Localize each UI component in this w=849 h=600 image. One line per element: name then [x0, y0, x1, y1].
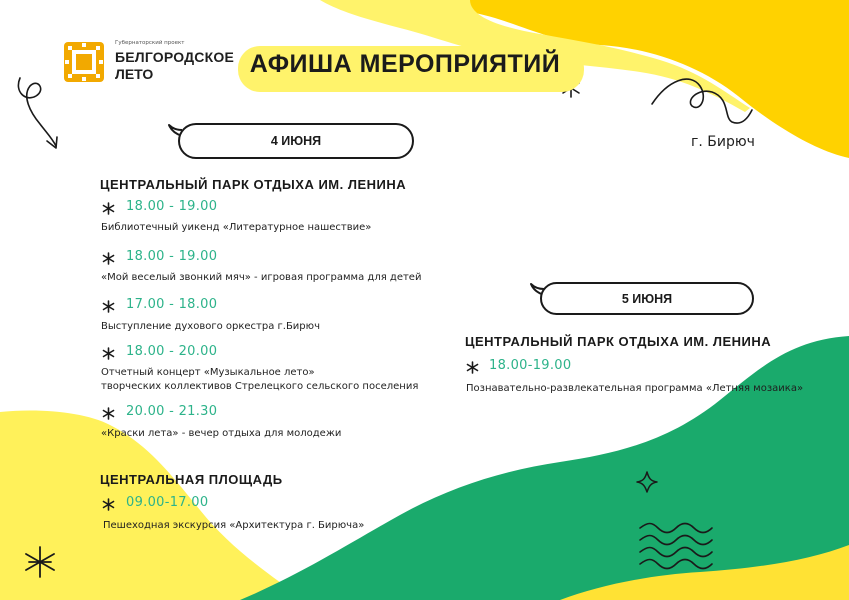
event-description: Отчетный концерт «Музыкальное лето»	[101, 367, 315, 378]
event-description: Пешеходная экскурсия «Архитектура г. Бирюча»	[103, 520, 365, 531]
event-time: 18.00-19.00	[489, 358, 572, 373]
asterisk-bullet-icon	[102, 407, 115, 420]
event-time: 18.00 - 20.00	[126, 344, 218, 359]
asterisk-bullet-icon	[102, 347, 115, 360]
logo-line-2: ЛЕТО	[115, 66, 154, 82]
event-time: 09.00-17.00	[126, 495, 209, 510]
event-description: Выступление духового оркестра г.Бирюч	[101, 321, 320, 332]
curly-arrow	[18, 78, 56, 146]
event-time: 17.00 - 18.00	[126, 297, 218, 312]
asterisk-bullet-icon	[102, 498, 115, 511]
logo-mark-icon	[62, 40, 106, 84]
logo-line-1: БЕЛГОРОДСКОЕ	[115, 49, 234, 65]
event-description-line-2: творческих коллективов Стрелецкого сельского поселения	[101, 381, 419, 392]
asterisk-bullet-icon	[102, 300, 115, 313]
event-description: «Краски лета» - вечер отдыха для молодежи	[101, 428, 342, 439]
date-bubble-june-5: 5 ИЮНЯ	[540, 282, 754, 315]
venue-heading-day2: ЦЕНТРАЛЬНЫЙ ПАРК ОТДЫХА ИМ. ЛЕНИНА	[465, 334, 772, 349]
event-description: Познавательно-развлекательная программа «Летняя мозаика»	[466, 383, 804, 394]
event-time: 20.00 - 21.30	[126, 404, 218, 419]
event-description: Библиотечный уикенд «Литературное нашествие»	[101, 222, 372, 233]
logo	[62, 40, 234, 90]
asterisk-bullet-icon	[102, 202, 115, 215]
asterisk-bullet-icon	[466, 361, 479, 374]
event-description: «Мой веселый звонкий мяч» - игровая программа для детей	[101, 272, 422, 283]
event-time: 18.00 - 19.00	[126, 249, 218, 264]
bottom-green-blob	[240, 336, 849, 600]
logo-caption: Губернаторский проект	[115, 40, 185, 46]
venue-heading: ЦЕНТРАЛЬНЫЙ ПАРК ОТДЫХА ИМ. ЛЕНИНА	[100, 177, 407, 192]
date-bubble-june-4: 4 ИЮНЯ	[178, 123, 414, 159]
venue-heading-square: ЦЕНТРАЛЬНАЯ ПЛОЩАДЬ	[100, 472, 283, 487]
city-label: г. Бирюч	[691, 134, 755, 150]
asterisk-bullet-icon	[102, 252, 115, 265]
event-time: 18.00 - 19.00	[126, 199, 218, 214]
page-title: АФИША МЕРОПРИЯТИЙ	[249, 50, 561, 78]
